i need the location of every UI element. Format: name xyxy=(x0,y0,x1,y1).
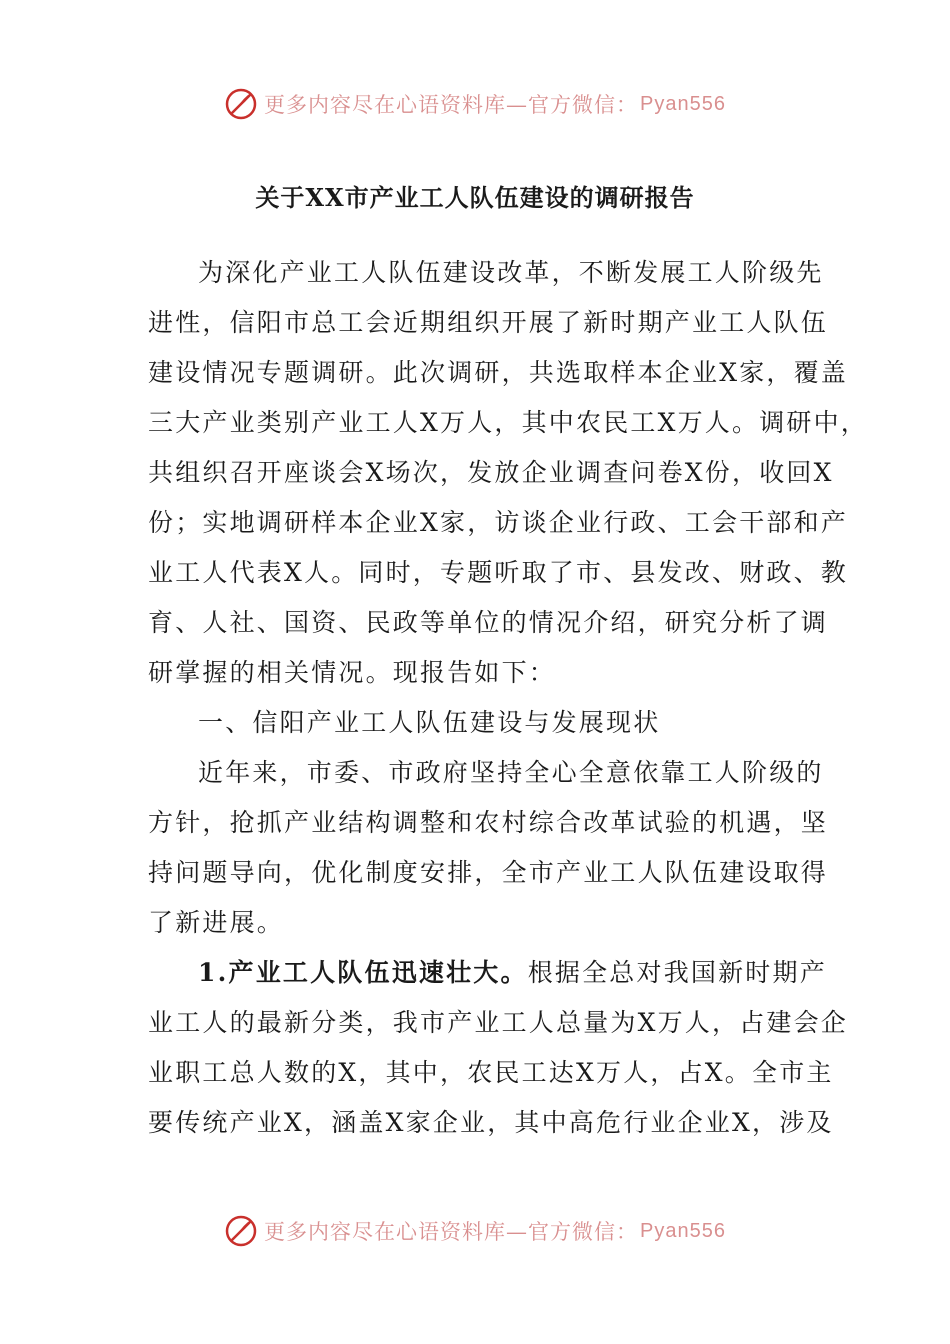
point-1-first-line xyxy=(148,948,828,998)
watermark-wechat-id: Pyan556 xyxy=(640,92,726,115)
intro-line: 育、人社、国资、民政等单位的情况介绍，研究分析了调 xyxy=(148,608,829,637)
intro-line: 共组织召开座谈会X场次，发放企业调查问卷X份，收回X xyxy=(148,458,834,487)
watermark-text: 更多内容尽在心语资料库—官方微信： xyxy=(264,1220,639,1244)
intro-line: 业工人代表X人。同时，专题听取了市、县发改、财政、教 xyxy=(148,558,849,587)
point-1-line: 业工人的最新分类，我市产业工人总量为X万人，占建会企 xyxy=(148,1008,849,1037)
document-title: 关于XX市产业工人队伍建设的调研报告 xyxy=(255,183,695,212)
point-1-line: 业职工总人数的X，其中，农民工达X万人，占X。全市主 xyxy=(148,1058,834,1087)
point-1-heading: 1.产业工人队伍迅速壮大。 xyxy=(198,958,528,987)
intro-line: 三大产业类别产业工人X万人，其中农民工X万人。调研中， xyxy=(148,408,868,437)
intro-line: 为深化产业工人队伍建设改革，不断发展工人阶级先 xyxy=(198,258,824,287)
watermark-text: 更多内容尽在心语资料库—官方微信： xyxy=(264,93,639,117)
point-1-line: 要传统产业X，涵盖X家企业，其中高危行业企业X，涉及 xyxy=(148,1108,834,1137)
section-line: 持问题导向，优化制度安排，全市产业工人队伍建设取得 xyxy=(148,858,829,887)
intro-line: 份；实地调研样本企业X家，访谈企业行政、工会干部和产 xyxy=(148,508,849,537)
intro-line: 建设情况专题调研。此次调研，共选取样本企业X家，覆盖 xyxy=(148,358,849,387)
intro-line: 进性，信阳市总工会近期组织开展了新时期产业工人队伍 xyxy=(148,308,829,337)
section-heading: 一、信阳产业工人队伍建设与发展现状 xyxy=(198,708,661,737)
quill-logo-icon xyxy=(224,87,258,121)
watermark-banner-bottom xyxy=(0,1211,950,1251)
watermark-wechat-id: Pyan556 xyxy=(640,1219,726,1242)
document-body xyxy=(148,248,868,1148)
point-1-text: 根据全总对我国新时期产 xyxy=(527,958,827,987)
intro-line: 研掌握的相关情况。现报告如下： xyxy=(148,658,557,687)
section-line: 了新进展。 xyxy=(148,908,285,937)
section-line: 近年来，市委、市政府坚持全心全意依靠工人阶级的 xyxy=(198,758,824,787)
watermark-banner-top xyxy=(0,84,950,124)
quill-logo-icon xyxy=(224,1214,258,1248)
section-line: 方针，抢抓产业结构调整和农村综合改革试验的机遇，坚 xyxy=(148,808,829,837)
